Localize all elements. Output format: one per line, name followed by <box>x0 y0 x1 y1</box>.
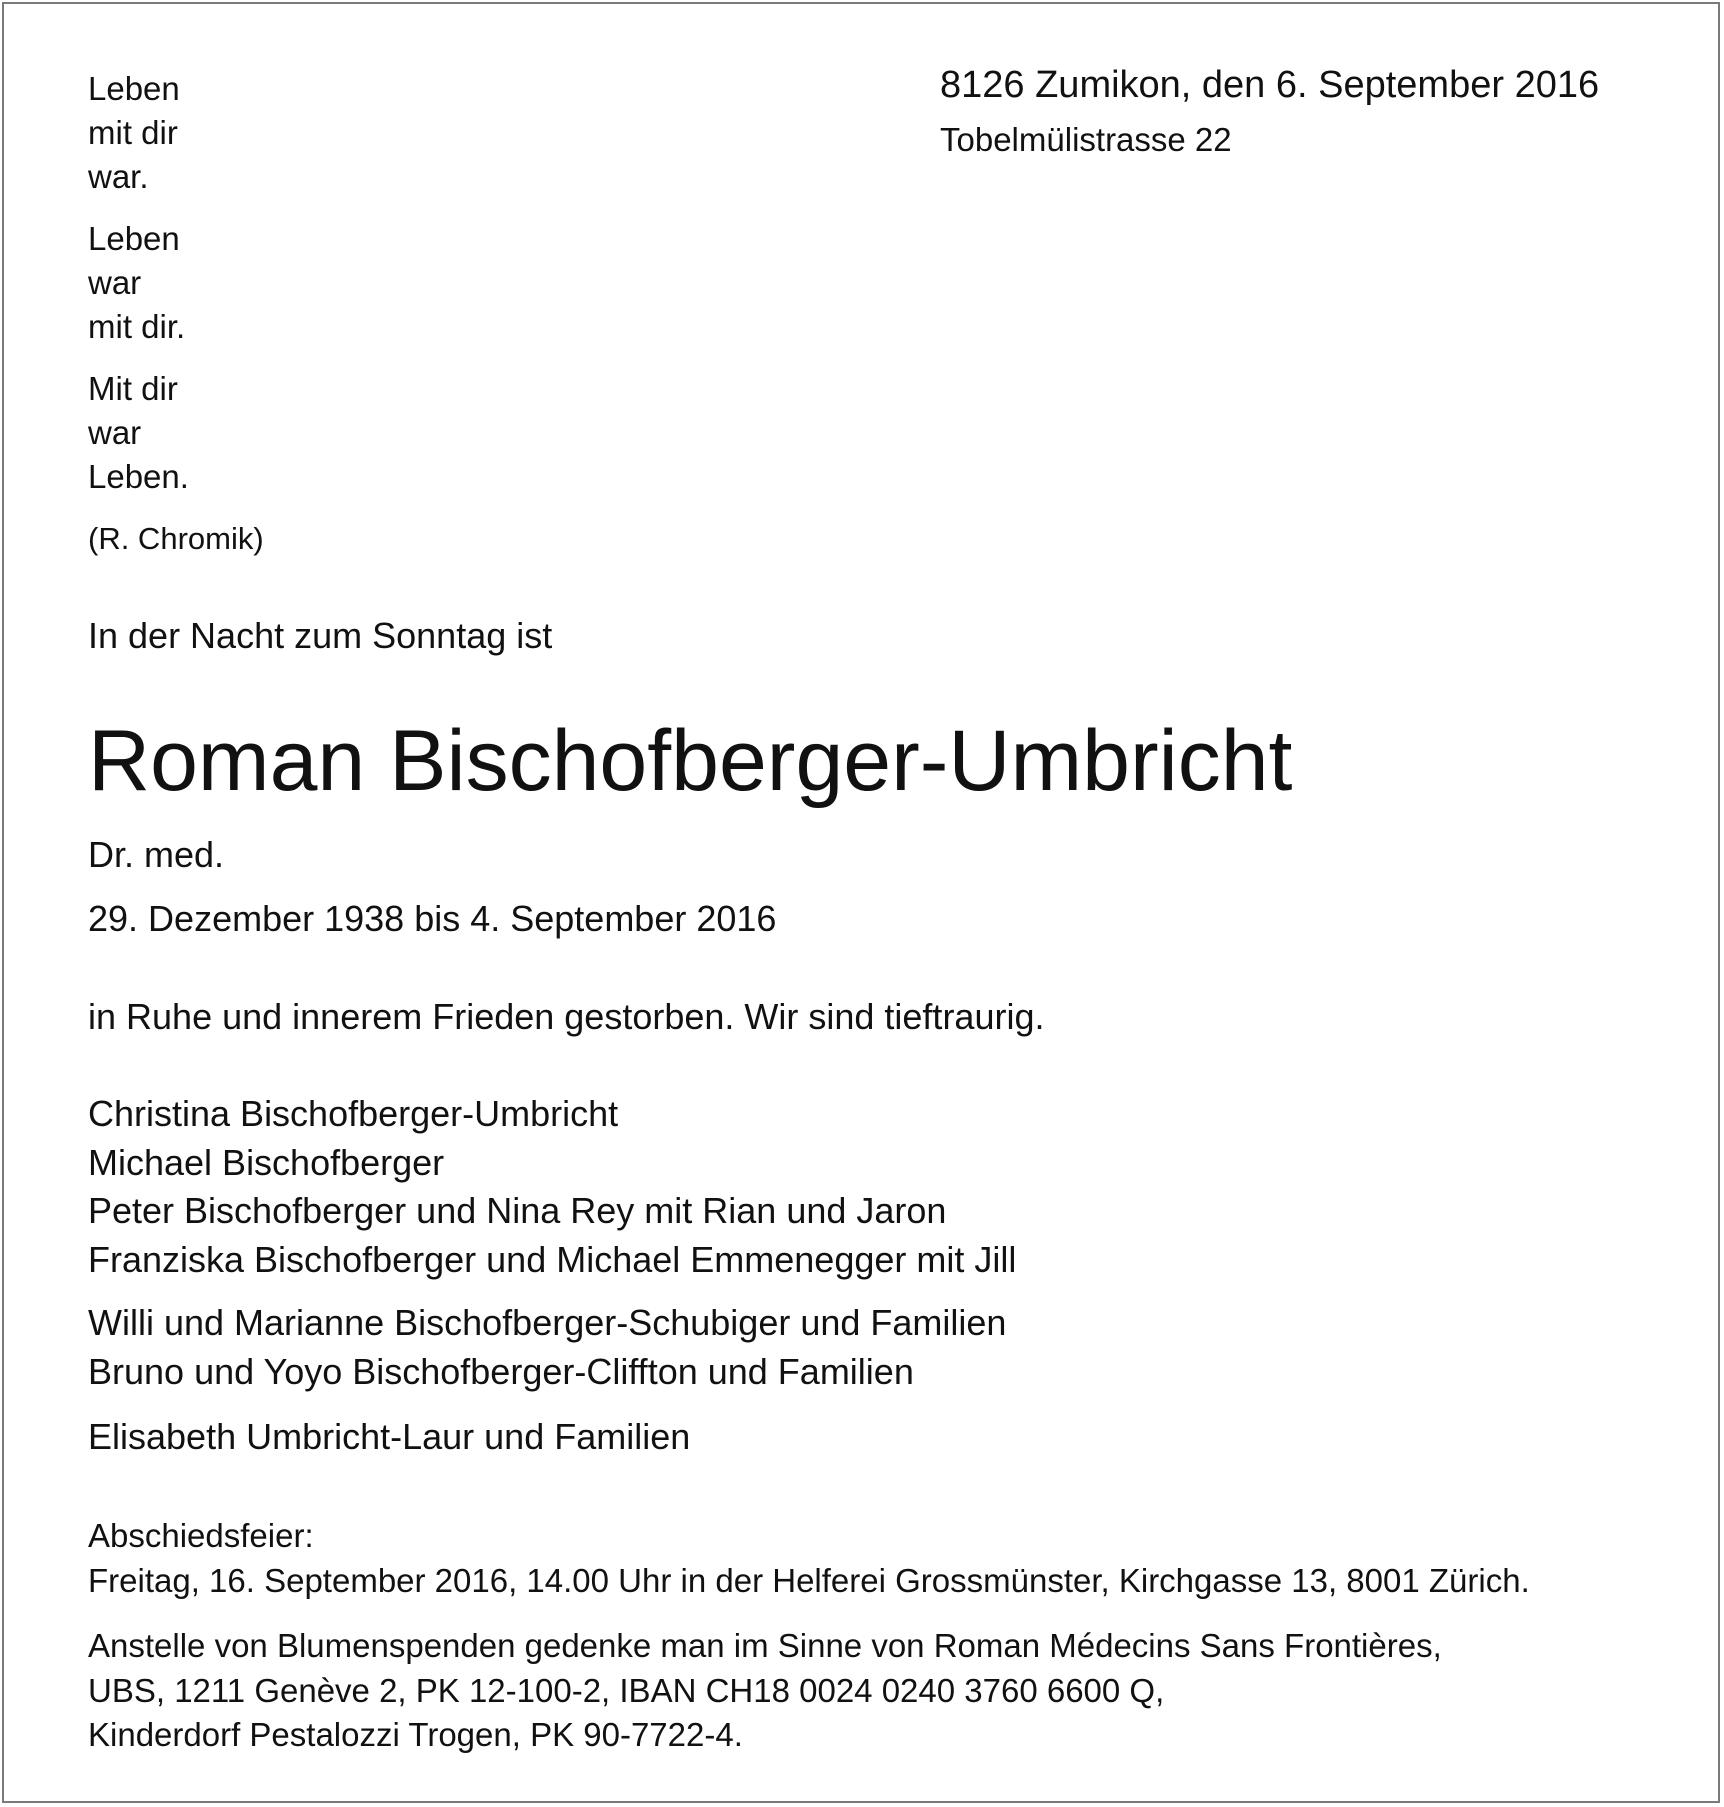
poem-line: Mit dir <box>88 370 178 407</box>
poem-line: war <box>88 414 142 451</box>
mourner-line: Bruno und Yoyo Bischofberger-Cliffton und Familien <box>88 1350 914 1392</box>
mourner-line: Peter Bischofberger und Nina Rey mit Rian und Jaron <box>88 1190 947 1231</box>
mourners-group-1 <box>88 1090 1016 1284</box>
donation-line: Kinderdorf Pestalozzi Trogen, PK 90-7722-4. <box>88 1716 743 1753</box>
place-date: 8126 Zumikon, den 6. September 2016 <box>940 64 1600 106</box>
poem-line: Leben <box>88 70 180 107</box>
statement-text: in Ruhe und innerem Frieden gestorben. Wir sind tieftraurig. <box>88 996 1045 1037</box>
poem-line: Leben <box>88 220 180 257</box>
deceased-title: Dr. med. <box>88 834 225 875</box>
poem-line: mit dir <box>88 114 178 151</box>
poem-line: mit dir. <box>88 308 186 345</box>
mourner-line: Franziska Bischofberger und Michael Emmenegger mit Jill <box>88 1238 1017 1280</box>
mourner-line: Elisabeth Umbricht-Laur und Familien <box>88 1416 691 1457</box>
poem-stanza-3 <box>88 367 189 499</box>
deceased-name: Roman Bischofberger-Umbricht <box>88 713 1293 809</box>
poem-stanza-1 <box>88 67 180 199</box>
poem-line: war <box>88 264 142 301</box>
donation-info <box>88 1624 1442 1758</box>
address: Tobelmülistrasse 22 <box>940 121 1232 158</box>
ceremony-info <box>88 1514 1530 1603</box>
donation-line: Anstelle von Blumenspenden gedenke man im Sinne von Roman Médecins Sans Frontières, <box>88 1627 1442 1664</box>
mourners-group-2 <box>88 1299 1006 1396</box>
deceased-dates: 29. Dezember 1938 bis 4. September 2016 <box>88 898 777 939</box>
ceremony-details: Freitag, 16. September 2016, 14.00 Uhr in der Helferei Grossmünster, Kirchgasse 13, 8001 Zürich. <box>88 1561 1530 1599</box>
poem-stanza-2 <box>88 217 185 349</box>
mourners-group-3 <box>88 1413 690 1462</box>
poem-author: (R. Chromik) <box>88 521 264 556</box>
mourner-line: Willi und Marianne Bischofberger-Schubiger und Familien <box>88 1302 1007 1343</box>
ceremony-label: Abschiedsfeier: <box>88 1517 314 1554</box>
intro-text: In der Nacht zum Sonntag ist <box>88 615 553 656</box>
donation-line: UBS, 1211 Genève 2, PK 12-100-2, IBAN CH18 0024 0240 3760 6600 Q, <box>88 1671 1165 1709</box>
mourner-line: Michael Bischofberger <box>88 1141 445 1183</box>
mourner-line: Christina Bischofberger-Umbricht <box>88 1093 619 1134</box>
poem-line: Leben. <box>88 458 189 495</box>
poem-line: war. <box>88 158 149 195</box>
